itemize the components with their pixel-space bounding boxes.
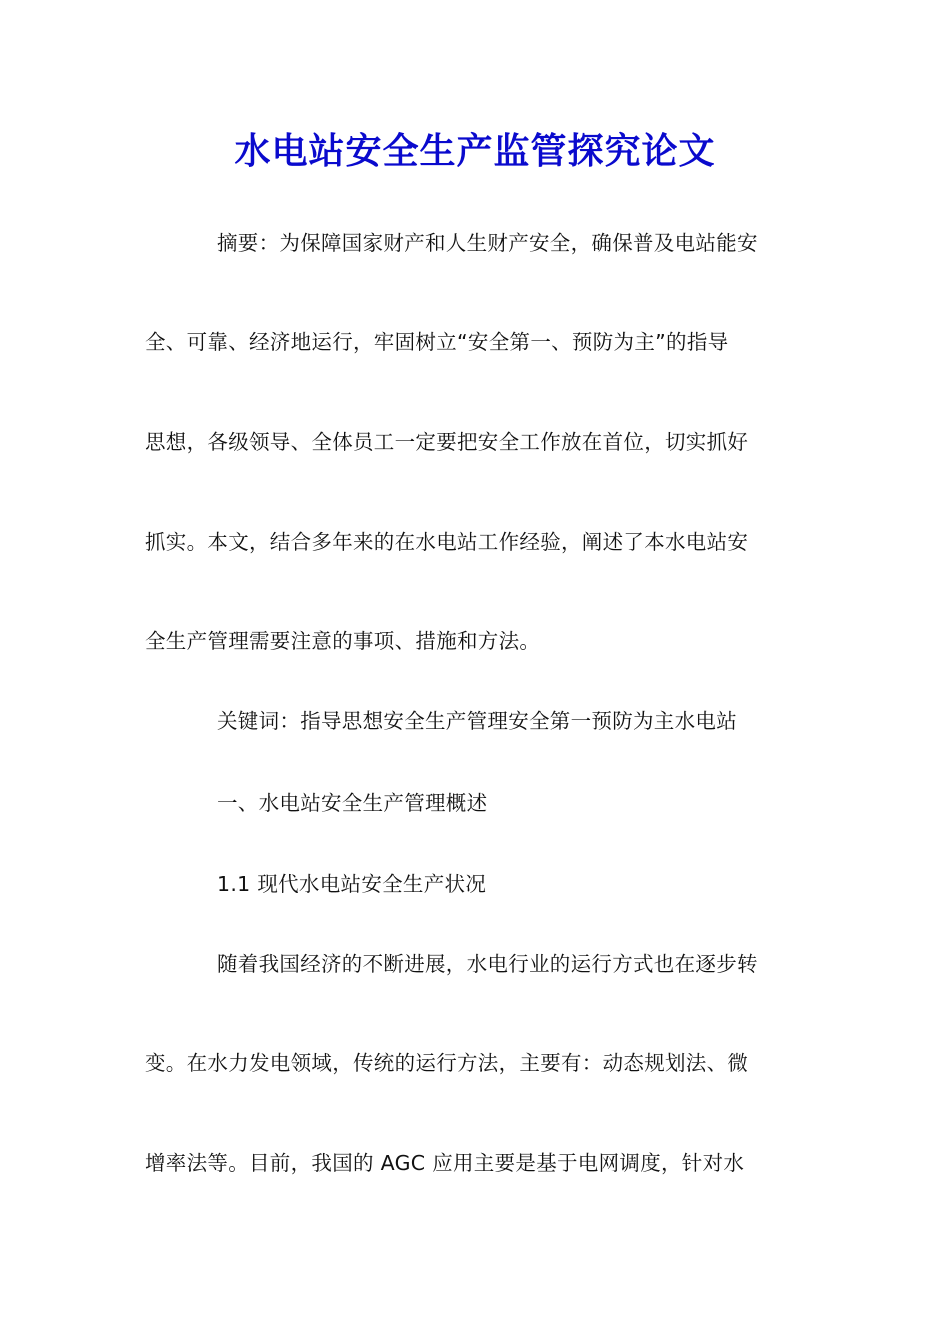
abstract-line-3: 思想，各级领导、全体员工一定要把安全工作放在首位，切实抓好 [145, 430, 749, 454]
document-title: 水电站安全生产监管探究论文 [234, 130, 716, 172]
subsection-heading-1-1: 1.1 现代水电站安全生产状况 [217, 872, 487, 896]
section-heading-1: 一、水电站安全生产管理概述 [217, 791, 488, 815]
abstract-line-5: 全生产管理需要注意的事项、措施和方法。 [145, 629, 541, 653]
body-line-1: 随着我国经济的不断进展，水电行业的运行方式也在逐步转 [217, 952, 758, 976]
abstract-line-4: 抓实。本文，结合多年来的在水电站工作经验，阐述了本水电站安 [145, 530, 749, 554]
abstract-line-2: 全、可靠、经济地运行，牢固树立“安全第一、预防为主”的指导 [145, 330, 729, 354]
keywords-line: 关键词：指导思想安全生产管理安全第一预防为主水电站 [217, 709, 737, 733]
abstract-line-1: 摘要：为保障国家财产和人生财产安全，确保普及电站能安 [217, 231, 758, 255]
body-line-2: 变。在水力发电领域，传统的运行方法，主要有：动态规划法、微 [145, 1051, 749, 1075]
body-line-3: 增率法等。目前，我国的 AGC 应用主要是基于电网调度，针对水 [145, 1151, 745, 1175]
